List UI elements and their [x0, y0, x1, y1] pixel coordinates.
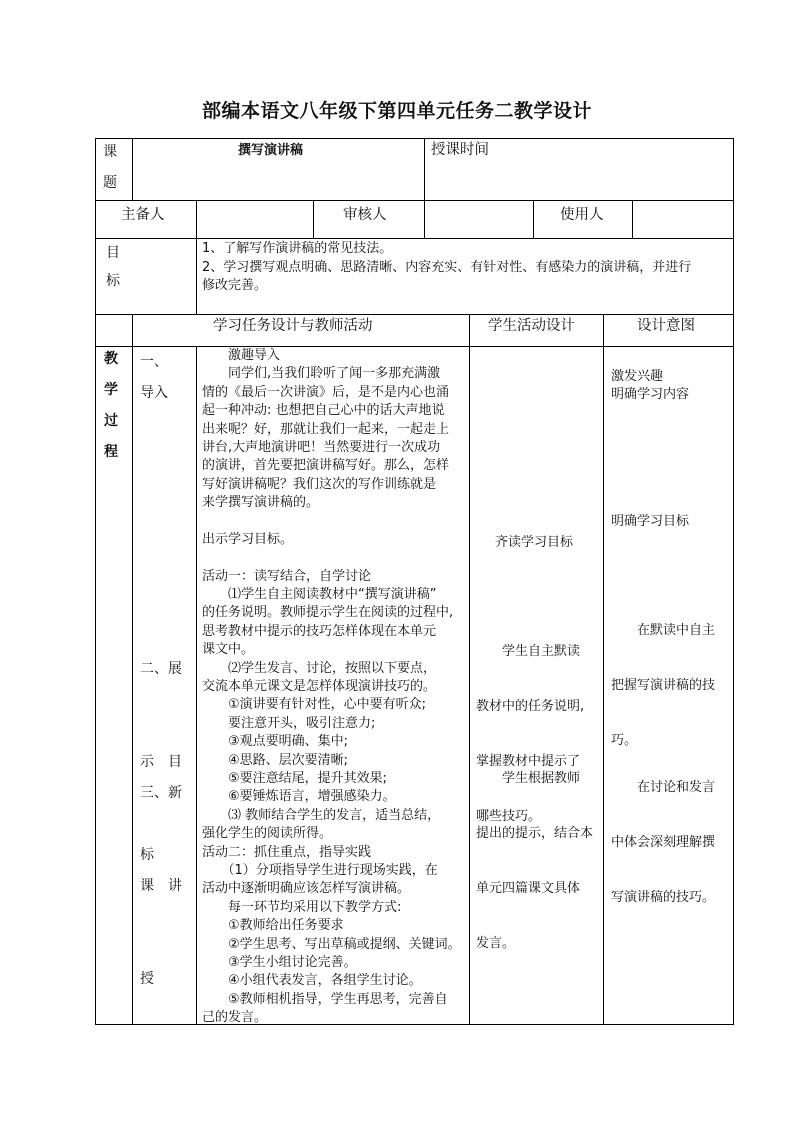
- text-line: 发言。: [476, 936, 516, 952]
- student-activity-discussion: [476, 733, 593, 972]
- process-char: 学: [104, 382, 118, 398]
- teacher-activity-line: 每一环节均采用以下教学方式:: [202, 899, 402, 915]
- process-char: 程: [104, 444, 118, 460]
- goals-label-text: 目标: [106, 245, 120, 289]
- teacher-activity-line: ⑵学生发言、讨论，按照以下要点，: [202, 660, 437, 676]
- teacher-activity-line: 的任务说明。教师提示学生在阅读的过程中,: [202, 605, 454, 621]
- header-tasks: 学习任务设计与教师活动: [213, 318, 373, 334]
- teacher-activity-line: [202, 549, 468, 567]
- teacher-activity-line: ⑶ 教师结合学生的发言，适当总结，: [202, 807, 441, 823]
- teacher-activity-line: 起一种冲动: 也想把自己心中的话大声地说: [202, 403, 445, 419]
- topic-label-text: 课题: [103, 144, 117, 191]
- teacher-activity-line: 要注意开头，吸引注意力;: [202, 715, 376, 731]
- page-title: 部编本语文八年级下第四单元任务二教学设计: [201, 100, 592, 122]
- text-line: 在默读中自主: [611, 622, 716, 638]
- user-label: 使用人: [560, 207, 604, 223]
- topic-label: [100, 137, 120, 199]
- goal-1: 1、了解写作演讲稿的常见技法。: [202, 241, 393, 256]
- text-line: 掌握教材中提示了: [476, 754, 581, 770]
- teacher-activity-line: ⑤要注意结尾，提升其效果;: [202, 770, 388, 786]
- teacher-activity-line: 写好演讲稿呢？我们这次的写作训练就是: [202, 476, 437, 492]
- teacher-activity-line: 激趣导入: [202, 348, 281, 363]
- teacher-activity-line: 活动中逐渐明确应该怎样写演讲稿。: [202, 881, 411, 897]
- teacher-activity-line: 同学们,当我们聆听了闻一多那充满激: [202, 366, 441, 382]
- teacher-activity-line: ③学生小组讨论完善。: [202, 954, 357, 970]
- step-text: 课 讲: [140, 878, 182, 894]
- teacher-activity-line: 课文中。: [202, 642, 255, 658]
- text-line: 激发兴趣: [611, 369, 664, 384]
- text-line: 把握写演讲稿的技: [611, 678, 716, 694]
- process-char: 过: [104, 413, 118, 429]
- text-line: 明确学习内容: [611, 387, 690, 403]
- class-time-label: 授课时间: [431, 142, 489, 158]
- teacher-activity-line: ⑤教师相机指导，学生再思考，完善自: [202, 991, 448, 1007]
- text-line: 学生根据教师: [476, 770, 581, 786]
- teacher-activity-line: 情的《最后一次讲演》后，是不是内心也涌: [202, 384, 450, 400]
- preparer-label: 主备人: [121, 207, 165, 223]
- step-text: 示 目: [140, 754, 182, 770]
- student-activity-read-goals: 齐读学习目标: [495, 535, 574, 550]
- teacher-activities: [202, 347, 468, 1027]
- teacher-activity-line: ⑴学生自主阅读教材中“撰写演讲稿”: [202, 587, 437, 603]
- lesson-topic: 撰写演讲稿: [238, 143, 304, 158]
- text-line: 提出的提示，结合本: [476, 826, 594, 842]
- teacher-activity-line: 活动二：抓住重点，指导实践: [202, 844, 372, 860]
- teacher-activity-line: 活动一：读写结合，自学讨论: [202, 568, 372, 584]
- teacher-activity-line: ②学生思考、写出草稿或提纲、关键词。: [202, 936, 461, 952]
- intent-intro: [611, 368, 689, 405]
- step-intro: [140, 347, 168, 409]
- teacher-activity-line: ⑥要锤炼语言，增强感染力。: [202, 789, 396, 805]
- text-line: 巧。: [611, 733, 638, 749]
- teacher-activity-line: [202, 513, 468, 531]
- text-line: 单元四篇课文具体: [476, 881, 581, 897]
- text-line: 中体会深刻理解撰: [611, 835, 716, 851]
- teacher-activity-line: ①教师给出任务要求: [202, 918, 344, 934]
- step-text: 标: [140, 847, 154, 863]
- step-text: 三、新: [140, 785, 182, 801]
- teacher-activity-line: 讲台,大声地演讲吧！当然要进行一次成功: [202, 439, 441, 455]
- process-char: 教: [104, 351, 118, 367]
- step-text: 导入: [140, 385, 168, 401]
- reviewer-label: 审核人: [343, 207, 387, 223]
- teacher-activity-line: （1）分项指导学生进行现场实践，在: [202, 862, 438, 878]
- text-line: 学生自主默读: [476, 643, 581, 659]
- teacher-activity-line: ①演讲要有针对性，心中要有听众;: [202, 697, 427, 713]
- header-design-intent: 设计意图: [637, 318, 695, 334]
- teacher-activity-line: 交流本单元课文是怎样体现演讲技巧的。: [202, 679, 437, 695]
- step-text: 一、: [140, 354, 168, 370]
- goal-2-continued: 修改完善。: [202, 278, 268, 293]
- text-line: 教材中的任务说明,: [476, 699, 585, 715]
- teacher-activity-line: 己的发言。: [202, 1010, 268, 1026]
- step-text: 授: [140, 971, 154, 987]
- goals-label: [103, 239, 123, 295]
- step-new-lesson: [140, 716, 182, 1026]
- goal-2: 2、学习撰写观点明确、思路清晰、内容充实、有针对性、有感染力的演讲稿，并进行: [202, 260, 692, 275]
- teacher-activity-line: 思考教材中提示的技巧怎样体现在本单元: [202, 623, 437, 639]
- teacher-activity-line: 的演讲，首先要把演讲稿写好。那么，怎样: [202, 458, 450, 474]
- teacher-activity-line: 出来呢？好，那就让我们一起来，一起走上: [202, 421, 450, 437]
- teacher-activity-line: ③观点要明确、集中;: [202, 734, 349, 750]
- text-line: 在讨论和发言: [611, 779, 716, 795]
- intent-goals: 明确学习目标: [611, 514, 690, 529]
- teacher-activity-line: 来学撰写演讲稿的。: [202, 495, 320, 511]
- text-line: 写演讲稿的技巧。: [611, 890, 716, 906]
- teacher-activity-line: ④思路、层次要清晰;: [202, 752, 349, 768]
- teacher-activity-line: 出示学习目标。: [202, 531, 294, 547]
- header-student-activities: 学生活动设计: [488, 318, 575, 334]
- teacher-activity-line: ④小组代表发言，各组学生讨论。: [202, 973, 422, 989]
- text-line: 哪些技巧。: [476, 809, 542, 825]
- process-label: [101, 344, 121, 468]
- step-text: 二、展: [140, 661, 182, 677]
- intent-discussion: [611, 742, 715, 926]
- teacher-activity-line: 强化学生的阅读所得。: [202, 826, 333, 842]
